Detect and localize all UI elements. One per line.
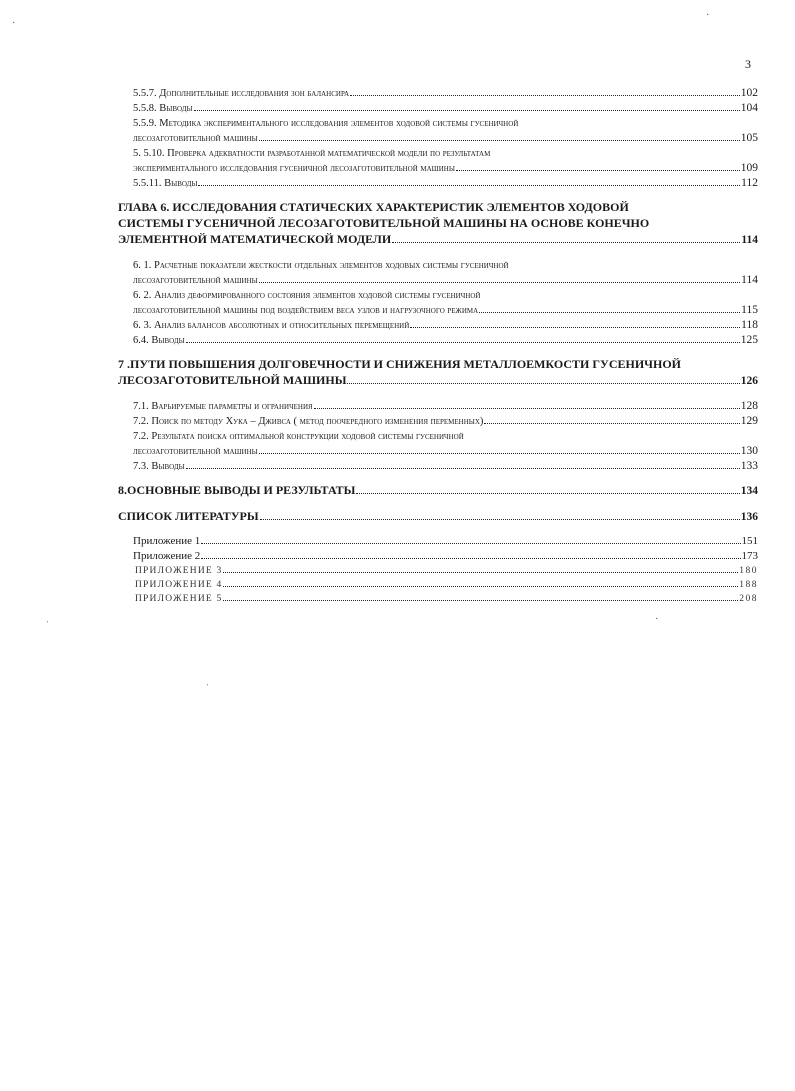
toc-entry-title: ГЛАВА 6. ИССЛЕДОВАНИЯ СТАТИЧЕСКИХ ХАРАКТЕРИСТИК ЭЛЕМЕНТОВ ХОДОВОЙ bbox=[118, 200, 629, 214]
toc-section-entry[interactable] bbox=[118, 288, 758, 318]
toc-page-number: 115 bbox=[741, 304, 758, 316]
toc-page-number: 118 bbox=[741, 319, 758, 331]
page-number: 3 bbox=[745, 57, 751, 71]
toc-section-entry[interactable] bbox=[118, 176, 758, 191]
toc-page-number: 102 bbox=[740, 87, 758, 99]
toc-page-number: 134 bbox=[740, 485, 758, 497]
toc-entry-title: 6. 1. Расчетные показатели жесткости отдельных элементов ходовых системы гусеничной bbox=[133, 260, 509, 271]
dot-leader bbox=[201, 558, 740, 559]
toc-section-entry[interactable] bbox=[118, 399, 758, 414]
dot-leader bbox=[198, 185, 740, 186]
toc-entry-title: ПРИЛОЖЕНИЕ 4 bbox=[135, 580, 223, 590]
toc-entry-title: 6. 2. Анализ деформированного состояния элементов ходовой системы гусеничной bbox=[133, 290, 481, 301]
toc-page-number: 151 bbox=[741, 535, 758, 547]
toc-chapter-entry[interactable] bbox=[118, 508, 758, 525]
dot-leader bbox=[260, 519, 740, 520]
dot-leader bbox=[479, 312, 740, 313]
toc-page-number: 173 bbox=[741, 550, 758, 562]
toc-entry-title: лесозаготовительной машины под воздействием веса узлов и нагрузочного режима bbox=[133, 305, 479, 316]
toc-entry-title: 5.5.8. Выводы bbox=[133, 103, 193, 114]
toc-entry-title: 6. 3. Анализ балансов абсолютных и относительных перемещений bbox=[133, 320, 410, 331]
toc-chapter-entry[interactable] bbox=[118, 199, 758, 248]
toc-entry-title: ПРИЛОЖЕНИЕ 3 bbox=[135, 566, 223, 576]
dot-leader bbox=[347, 383, 739, 384]
dot-leader bbox=[456, 170, 740, 171]
table-of-contents bbox=[118, 86, 758, 606]
toc-entry-title: Приложение 1 bbox=[133, 535, 201, 547]
dot-leader bbox=[186, 342, 740, 343]
toc-page-number: 133 bbox=[740, 460, 758, 472]
toc-entry-title: СИСТЕМЫ ГУСЕНИЧНОЙ ЛЕСОЗАГОТОВИТЕЛЬНОЙ МАШИНЫ НА ОСНОВЕ КОНЕЧНО bbox=[118, 216, 650, 230]
toc-page-number: 128 bbox=[740, 400, 758, 412]
scan-speck: ˌ bbox=[46, 612, 50, 623]
toc-entry-title: 7.3. Выводы bbox=[133, 461, 185, 472]
dot-leader bbox=[259, 140, 740, 141]
dot-leader bbox=[392, 242, 740, 243]
toc-entry-title: 7.1. Варьируемые параметры и ограничения bbox=[133, 401, 313, 412]
toc-appendix-entry[interactable] bbox=[118, 578, 758, 592]
toc-section-entry[interactable] bbox=[118, 146, 758, 176]
toc-entry-title: 5.5.7. Дополнительные исследования зон балансира bbox=[133, 88, 349, 99]
dot-leader bbox=[194, 110, 740, 111]
toc-section-entry[interactable] bbox=[118, 414, 758, 429]
toc-section-entry[interactable] bbox=[118, 116, 758, 146]
toc-page-number: 114 bbox=[741, 274, 758, 286]
toc-section-entry[interactable] bbox=[118, 258, 758, 288]
toc-section-entry[interactable] bbox=[118, 101, 758, 116]
toc-chapter-entry[interactable] bbox=[118, 482, 758, 499]
toc-page-number: 180 bbox=[739, 566, 758, 576]
toc-entry-title: СПИСОК ЛИТЕРАТУРЫ bbox=[118, 509, 259, 523]
toc-section-entry[interactable] bbox=[118, 429, 758, 459]
toc-page-number: 130 bbox=[740, 445, 758, 457]
toc-page-number: 114 bbox=[741, 234, 758, 246]
toc-entry-title: 8.ОСНОВНЫЕ ВЫВОДЫ И РЕЗУЛЬТАТЫ bbox=[118, 483, 356, 497]
toc-chapter-entry[interactable] bbox=[118, 356, 758, 389]
toc-entry-title: ЭЛЕМЕНТНОЙ МАТЕМАТИЧЕСКОЙ МОДЕЛИ bbox=[118, 232, 392, 246]
toc-appendix-entry[interactable] bbox=[118, 534, 758, 549]
toc-section-entry[interactable] bbox=[118, 333, 758, 348]
toc-appendix-entry[interactable] bbox=[118, 592, 758, 606]
toc-page-number: 129 bbox=[740, 415, 758, 427]
toc-entry-title: 7.2. Поиск по методу Хука – Дживса ( метод поочередного изменения переменных) bbox=[133, 416, 484, 427]
toc-entry-title: 7 .ПУТИ ПОВЫШЕНИЯ ДОЛГОВЕЧНОСТИ И СНИЖЕНИЯ МЕТАЛЛОЕМКОСТИ ГУСЕНИЧНОЙ bbox=[118, 357, 681, 371]
toc-entry-title: лесозаготовительной машины bbox=[133, 275, 258, 286]
dot-leader bbox=[201, 543, 740, 544]
toc-page-number: 188 bbox=[739, 580, 758, 590]
dot-leader bbox=[223, 572, 738, 573]
toc-entry-title: 7.2. Результата поиска оптимальной конструкции ходовой системы гусеничной bbox=[133, 431, 464, 442]
toc-appendix-entry[interactable] bbox=[118, 549, 758, 564]
toc-page-number: 136 bbox=[740, 511, 758, 523]
toc-page-number: 112 bbox=[741, 177, 758, 189]
toc-entry-title: лесозаготовительной машины bbox=[133, 446, 258, 457]
toc-entry-title: 5.5.11. Выводы bbox=[133, 178, 198, 189]
toc-appendix-entry[interactable] bbox=[118, 564, 758, 578]
toc-section-entry[interactable] bbox=[118, 459, 758, 474]
scan-speck: · bbox=[12, 18, 16, 29]
toc-entry-title: Приложение 2 bbox=[133, 550, 201, 562]
toc-page-number: 105 bbox=[740, 132, 758, 144]
dot-leader bbox=[259, 282, 740, 283]
dot-leader bbox=[314, 408, 740, 409]
toc-page-number: 125 bbox=[740, 334, 758, 346]
toc-entry-title: экспериментального исследования гусеничной лесозаготовительной машины bbox=[133, 163, 455, 174]
toc-section-entry[interactable] bbox=[118, 318, 758, 333]
toc-page-number: 208 bbox=[739, 594, 758, 604]
toc-entry-title: 5. 5.10. Проверка адекватности разработанной математической модели по результатам bbox=[133, 148, 491, 159]
toc-section-entry[interactable] bbox=[118, 86, 758, 101]
scan-speck: · bbox=[655, 614, 659, 625]
toc-entry-title: лесозаготовительной машины bbox=[133, 133, 258, 144]
toc-entry-title: 6.4. Выводы bbox=[133, 335, 185, 346]
toc-entry-title: ПРИЛОЖЕНИЕ 5 bbox=[135, 594, 223, 604]
scan-speck: · bbox=[706, 10, 710, 21]
dot-leader bbox=[259, 453, 740, 454]
toc-page-number: 109 bbox=[740, 162, 758, 174]
dot-leader bbox=[350, 95, 740, 96]
toc-entry-title: ЛЕСОЗАГОТОВИТЕЛЬНОЙ МАШИНЫ bbox=[118, 373, 347, 387]
toc-page-number: 104 bbox=[740, 102, 758, 114]
dot-leader bbox=[356, 493, 739, 494]
dot-leader bbox=[223, 600, 738, 601]
toc-page-number: 126 bbox=[740, 375, 758, 387]
dot-leader bbox=[484, 423, 739, 424]
dot-leader bbox=[223, 586, 738, 587]
dot-leader bbox=[186, 468, 740, 469]
scan-speck: ˌ bbox=[206, 675, 210, 686]
dot-leader bbox=[410, 327, 740, 328]
toc-entry-title: 5.5.9. Методика экспериментального исследования элементов ходовой системы гусеничной bbox=[133, 118, 519, 129]
